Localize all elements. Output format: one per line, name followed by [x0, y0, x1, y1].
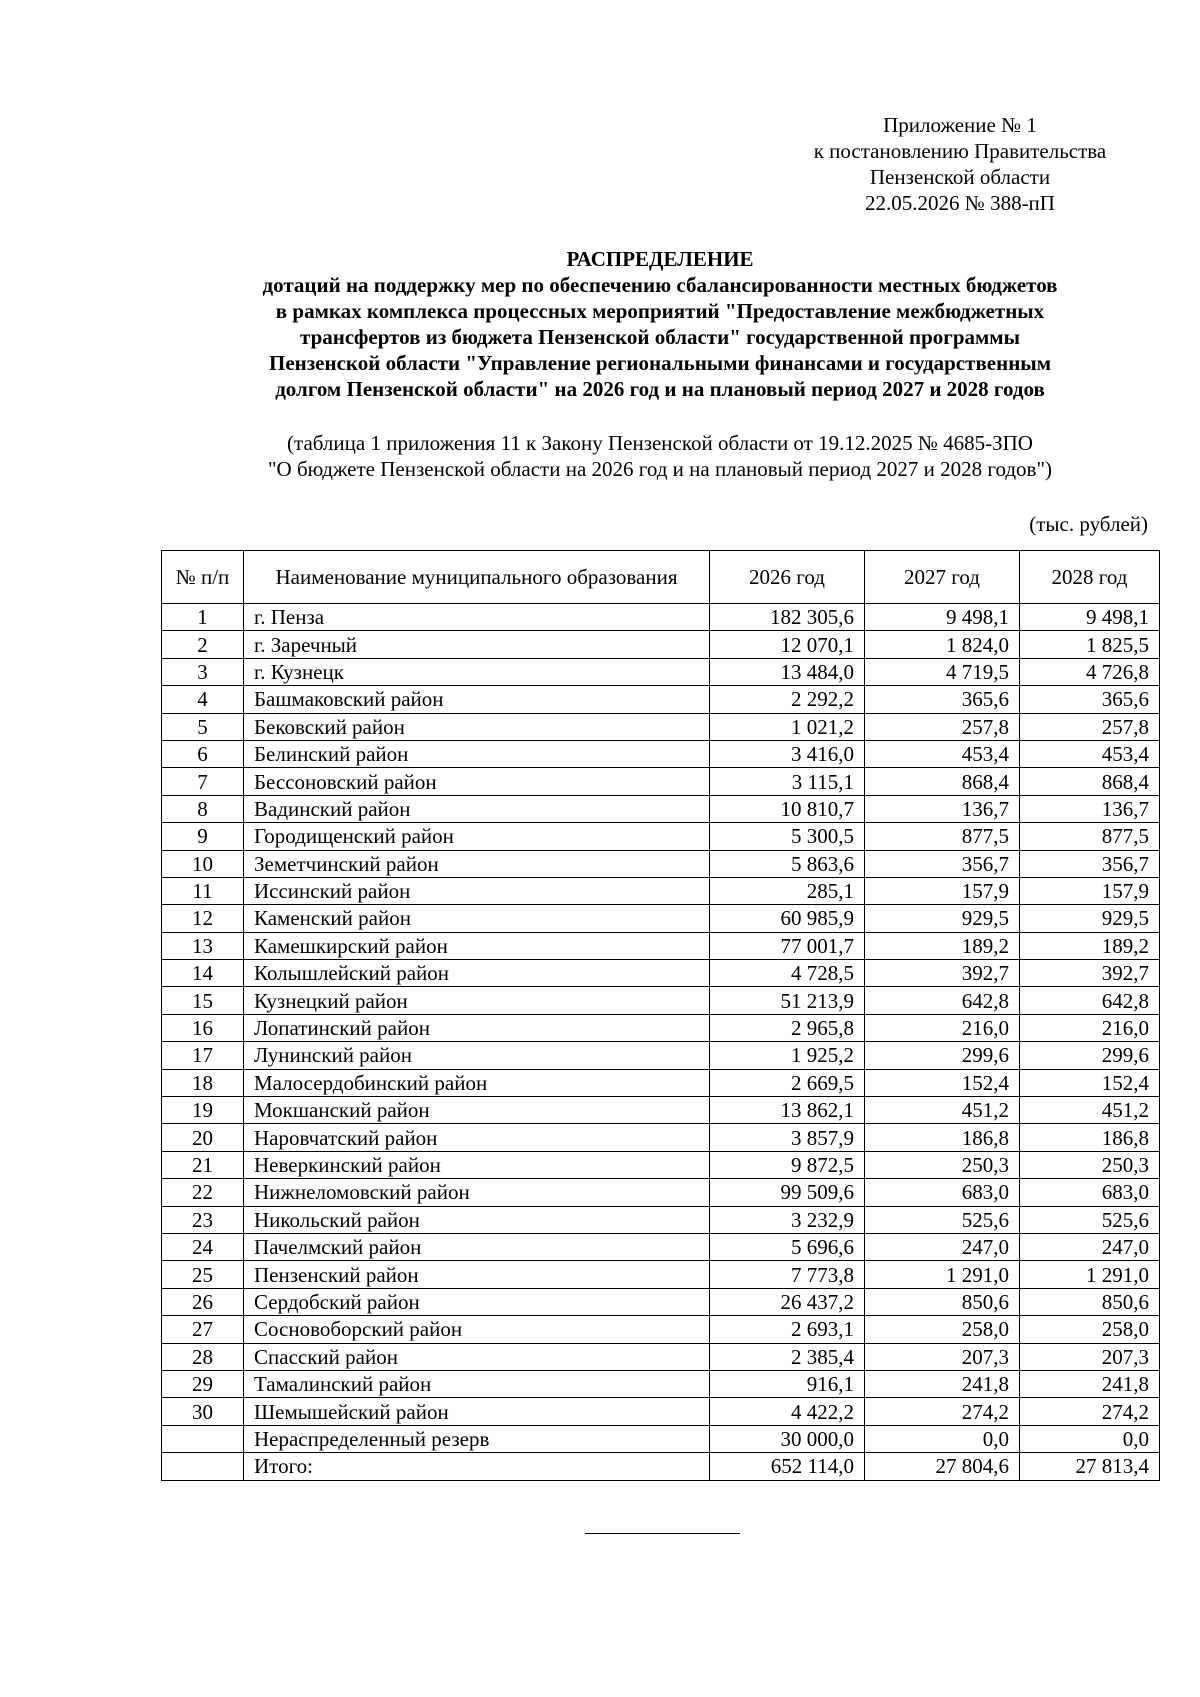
value-2026: 2 693,1 [710, 1316, 865, 1343]
value-2028: 152,4 [1020, 1069, 1160, 1096]
value-2027: 642,8 [865, 987, 1020, 1014]
municipality-name: Вадинский район [244, 795, 710, 822]
table-body [162, 604, 1160, 1481]
value-2026: 26 437,2 [710, 1288, 865, 1315]
row-number: 21 [162, 1151, 244, 1178]
row-number: 20 [162, 1124, 244, 1151]
table-row [162, 960, 1160, 987]
municipality-name: Лунинский район [244, 1042, 710, 1069]
value-2026: 2 292,2 [710, 686, 865, 713]
value-2028: 868,4 [1020, 768, 1160, 795]
row-number: 26 [162, 1288, 244, 1315]
value-2028: 525,6 [1020, 1206, 1160, 1233]
value-2026: 77 001,7 [710, 932, 865, 959]
value-2026: 2 385,4 [710, 1343, 865, 1370]
row-number: 18 [162, 1069, 244, 1096]
municipality-name: Каменский район [244, 905, 710, 932]
municipality-name: Бековский район [244, 713, 710, 740]
value-2027: 27 804,6 [865, 1453, 1020, 1480]
value-2028: 189,2 [1020, 932, 1160, 959]
value-2027: 189,2 [865, 932, 1020, 959]
value-2026: 1 925,2 [710, 1042, 865, 1069]
municipality-name: Башмаковский район [244, 686, 710, 713]
value-2026: 7 773,8 [710, 1261, 865, 1288]
value-2027: 451,2 [865, 1097, 1020, 1124]
value-2028: 250,3 [1020, 1151, 1160, 1178]
municipality-name: г. Пенза [244, 604, 710, 631]
value-2026: 3 857,9 [710, 1124, 865, 1151]
row-number: 6 [162, 740, 244, 767]
municipality-name: Пачелмский район [244, 1233, 710, 1260]
table-row [162, 658, 1160, 685]
table-row [162, 1097, 1160, 1124]
value-2028: 257,8 [1020, 713, 1160, 740]
value-2028: 157,9 [1020, 877, 1160, 904]
row-number: 2 [162, 631, 244, 658]
title-line: дотаций на поддержку мер по обеспечению сбалансированности местных бюджетов [262, 273, 1058, 297]
municipality-name: Сердобский район [244, 1288, 710, 1315]
value-2027: 929,5 [865, 905, 1020, 932]
table-row [162, 795, 1160, 822]
value-2027: 207,3 [865, 1343, 1020, 1370]
title-line: Пензенской области "Управление региональными финансами и государственным [268, 351, 1051, 375]
row-number: 22 [162, 1179, 244, 1206]
table-row [162, 905, 1160, 932]
source-reference [100, 430, 1200, 482]
value-2026: 182 305,6 [710, 604, 865, 631]
value-2026: 10 810,7 [710, 795, 865, 822]
row-number: 24 [162, 1233, 244, 1260]
row-number: 1 [162, 604, 244, 631]
value-2028: 0,0 [1020, 1425, 1160, 1452]
value-2027: 216,0 [865, 1014, 1020, 1041]
municipality-name: Спасский район [244, 1343, 710, 1370]
value-2026: 652 114,0 [710, 1453, 865, 1480]
title-line: долгом Пензенской области" на 2026 год и на плановый период 2027 и 2028 годов [275, 377, 1045, 401]
value-2026: 60 985,9 [710, 905, 865, 932]
value-2026: 51 213,9 [710, 987, 865, 1014]
table-row [162, 1014, 1160, 1041]
value-2028: 877,5 [1020, 823, 1160, 850]
municipality-name: Бессоновский район [244, 768, 710, 795]
row-number [162, 1453, 244, 1480]
row-number: 12 [162, 905, 244, 932]
title-line: в рамках комплекса процессных мероприятий "Предоставление межбюджетных [275, 299, 1045, 323]
municipality-name: Шемышейский район [244, 1398, 710, 1425]
municipality-name: Лопатинский район [244, 1014, 710, 1041]
value-2027: 683,0 [865, 1179, 1020, 1206]
value-2027: 0,0 [865, 1425, 1020, 1452]
value-2028: 9 498,1 [1020, 604, 1160, 631]
appendix-header [760, 112, 1160, 216]
row-number: 4 [162, 686, 244, 713]
value-2028: 274,2 [1020, 1398, 1160, 1425]
value-2027: 356,7 [865, 850, 1020, 877]
municipality-name: Кузнецкий район [244, 987, 710, 1014]
value-2027: 525,6 [865, 1206, 1020, 1233]
value-2026: 3 416,0 [710, 740, 865, 767]
table-row [162, 1343, 1160, 1370]
table-row [162, 987, 1160, 1014]
value-2028: 392,7 [1020, 960, 1160, 987]
value-2027: 9 498,1 [865, 604, 1020, 631]
municipality-name: Мокшанский район [244, 1097, 710, 1124]
value-2028: 186,8 [1020, 1124, 1160, 1151]
row-number: 13 [162, 932, 244, 959]
row-number: 29 [162, 1370, 244, 1397]
value-2028: 299,6 [1020, 1042, 1160, 1069]
value-2028: 1 291,0 [1020, 1261, 1160, 1288]
municipality-name: Сосновоборский район [244, 1316, 710, 1343]
table-row [162, 877, 1160, 904]
value-2028: 207,3 [1020, 1343, 1160, 1370]
value-2027: 250,3 [865, 1151, 1020, 1178]
municipality-name: Земетчинский район [244, 850, 710, 877]
table-row [162, 1206, 1160, 1233]
row-number: 5 [162, 713, 244, 740]
value-2027: 157,9 [865, 877, 1020, 904]
value-2026: 13 862,1 [710, 1097, 865, 1124]
header-2028: 2028 год [1020, 551, 1160, 604]
row-number: 7 [162, 768, 244, 795]
municipality-name: Камешкирский район [244, 932, 710, 959]
table-row [162, 1179, 1160, 1206]
value-2027: 258,0 [865, 1316, 1020, 1343]
value-2028: 4 726,8 [1020, 658, 1160, 685]
municipality-name: Нераспределенный резерв [244, 1425, 710, 1452]
row-number: 10 [162, 850, 244, 877]
row-number: 27 [162, 1316, 244, 1343]
row-number: 30 [162, 1398, 244, 1425]
row-number: 15 [162, 987, 244, 1014]
value-2026: 9 872,5 [710, 1151, 865, 1178]
value-2026: 99 509,6 [710, 1179, 865, 1206]
appendix-line-4: 22.05.2026 № 388-пП [865, 191, 1055, 215]
appendix-line-1: Приложение № 1 [883, 113, 1037, 137]
value-2026: 3 115,1 [710, 768, 865, 795]
value-2027: 850,6 [865, 1288, 1020, 1315]
municipality-name: Малосердобинский район [244, 1069, 710, 1096]
distribution-table [161, 550, 1160, 1481]
value-2026: 4 422,2 [710, 1398, 865, 1425]
header-2026: 2026 год [710, 551, 865, 604]
header-2027: 2027 год [865, 551, 1020, 604]
value-2026: 5 300,5 [710, 823, 865, 850]
value-2028: 247,0 [1020, 1233, 1160, 1260]
title-heading: РАСПРЕДЕЛЕНИЕ [566, 247, 754, 271]
value-2027: 365,6 [865, 686, 1020, 713]
source-line-2: "О бюджете Пензенской области на 2026 год и на плановый период 2027 и 2028 годов") [267, 457, 1053, 481]
value-2026: 5 696,6 [710, 1233, 865, 1260]
municipality-name: Нижнеломовский район [244, 1179, 710, 1206]
row-number: 28 [162, 1343, 244, 1370]
municipality-name: Городищенский район [244, 823, 710, 850]
value-2026: 30 000,0 [710, 1425, 865, 1452]
document-title [100, 246, 1200, 402]
value-2027: 152,4 [865, 1069, 1020, 1096]
value-2026: 916,1 [710, 1370, 865, 1397]
row-number: 14 [162, 960, 244, 987]
row-number [162, 1425, 244, 1452]
row-number: 3 [162, 658, 244, 685]
value-2026: 3 232,9 [710, 1206, 865, 1233]
value-2028: 453,4 [1020, 740, 1160, 767]
row-number: 11 [162, 877, 244, 904]
table-row [162, 631, 1160, 658]
table-row [162, 1069, 1160, 1096]
table-row [162, 1288, 1160, 1315]
table-row [162, 1316, 1160, 1343]
value-2027: 241,8 [865, 1370, 1020, 1397]
value-2028: 850,6 [1020, 1288, 1160, 1315]
table-row [162, 1042, 1160, 1069]
municipality-name: Наровчатский район [244, 1124, 710, 1151]
municipality-name: г. Кузнецк [244, 658, 710, 685]
value-2026: 4 728,5 [710, 960, 865, 987]
municipality-name: Иссинский район [244, 877, 710, 904]
value-2026: 12 070,1 [710, 631, 865, 658]
table-row [162, 1233, 1160, 1260]
table-row [162, 713, 1160, 740]
municipality-name: Белинский район [244, 740, 710, 767]
row-number: 19 [162, 1097, 244, 1124]
value-2028: 683,0 [1020, 1179, 1160, 1206]
municipality-name: Неверкинский район [244, 1151, 710, 1178]
table-row [162, 686, 1160, 713]
source-line-1: (таблица 1 приложения 11 к Закону Пензенской области от 19.12.2025 № 4685-ЗПО [287, 431, 1033, 455]
municipality-name: г. Заречный [244, 631, 710, 658]
value-2027: 392,7 [865, 960, 1020, 987]
table-row [162, 1151, 1160, 1178]
value-2028: 27 813,4 [1020, 1453, 1160, 1480]
municipality-name: Итого: [244, 1453, 710, 1480]
table-row [162, 740, 1160, 767]
header-num: № п/п [162, 551, 244, 604]
value-2028: 929,5 [1020, 905, 1160, 932]
value-2026: 1 021,2 [710, 713, 865, 740]
value-2028: 241,8 [1020, 1370, 1160, 1397]
value-2027: 136,7 [865, 795, 1020, 822]
municipality-name: Никольский район [244, 1206, 710, 1233]
row-number: 8 [162, 795, 244, 822]
value-2027: 186,8 [865, 1124, 1020, 1151]
value-2027: 247,0 [865, 1233, 1020, 1260]
table-row [162, 604, 1160, 631]
value-2027: 274,2 [865, 1398, 1020, 1425]
table-row [162, 1261, 1160, 1288]
value-2027: 1 291,0 [865, 1261, 1020, 1288]
row-number: 16 [162, 1014, 244, 1041]
footer-divider [585, 1533, 740, 1534]
value-2027: 453,4 [865, 740, 1020, 767]
row-number: 9 [162, 823, 244, 850]
appendix-line-2: к постановлению Правительства [813, 139, 1107, 163]
table-header-row [162, 551, 1160, 604]
municipality-name: Тамалинский район [244, 1370, 710, 1397]
header-name: Наименование муниципального образования [244, 551, 710, 604]
value-2026: 2 669,5 [710, 1069, 865, 1096]
municipality-name: Колышлейский район [244, 960, 710, 987]
value-2027: 877,5 [865, 823, 1020, 850]
value-2026: 13 484,0 [710, 658, 865, 685]
title-line: трансфертов из бюджета Пензенской области" государственной программы [300, 325, 1020, 349]
value-2027: 1 824,0 [865, 631, 1020, 658]
units-label: (тыс. рублей) [1029, 512, 1148, 536]
table-row [162, 1124, 1160, 1151]
value-2027: 257,8 [865, 713, 1020, 740]
table-row [162, 1425, 1160, 1452]
table-row [162, 932, 1160, 959]
value-2026: 2 965,8 [710, 1014, 865, 1041]
value-2028: 451,2 [1020, 1097, 1160, 1124]
value-2026: 285,1 [710, 877, 865, 904]
appendix-line-3: Пензенской области [869, 165, 1051, 189]
table-row [162, 1398, 1160, 1425]
value-2028: 356,7 [1020, 850, 1160, 877]
table-row [162, 768, 1160, 795]
value-2028: 365,6 [1020, 686, 1160, 713]
table-row [162, 1370, 1160, 1397]
row-number: 23 [162, 1206, 244, 1233]
value-2027: 4 719,5 [865, 658, 1020, 685]
table-row [162, 1453, 1160, 1480]
value-2028: 642,8 [1020, 987, 1160, 1014]
value-2028: 136,7 [1020, 795, 1160, 822]
value-2027: 868,4 [865, 768, 1020, 795]
value-2028: 258,0 [1020, 1316, 1160, 1343]
row-number: 25 [162, 1261, 244, 1288]
table-row [162, 850, 1160, 877]
value-2026: 5 863,6 [710, 850, 865, 877]
municipality-name: Пензенский район [244, 1261, 710, 1288]
value-2028: 1 825,5 [1020, 631, 1160, 658]
table-row [162, 823, 1160, 850]
value-2028: 216,0 [1020, 1014, 1160, 1041]
value-2027: 299,6 [865, 1042, 1020, 1069]
row-number: 17 [162, 1042, 244, 1069]
